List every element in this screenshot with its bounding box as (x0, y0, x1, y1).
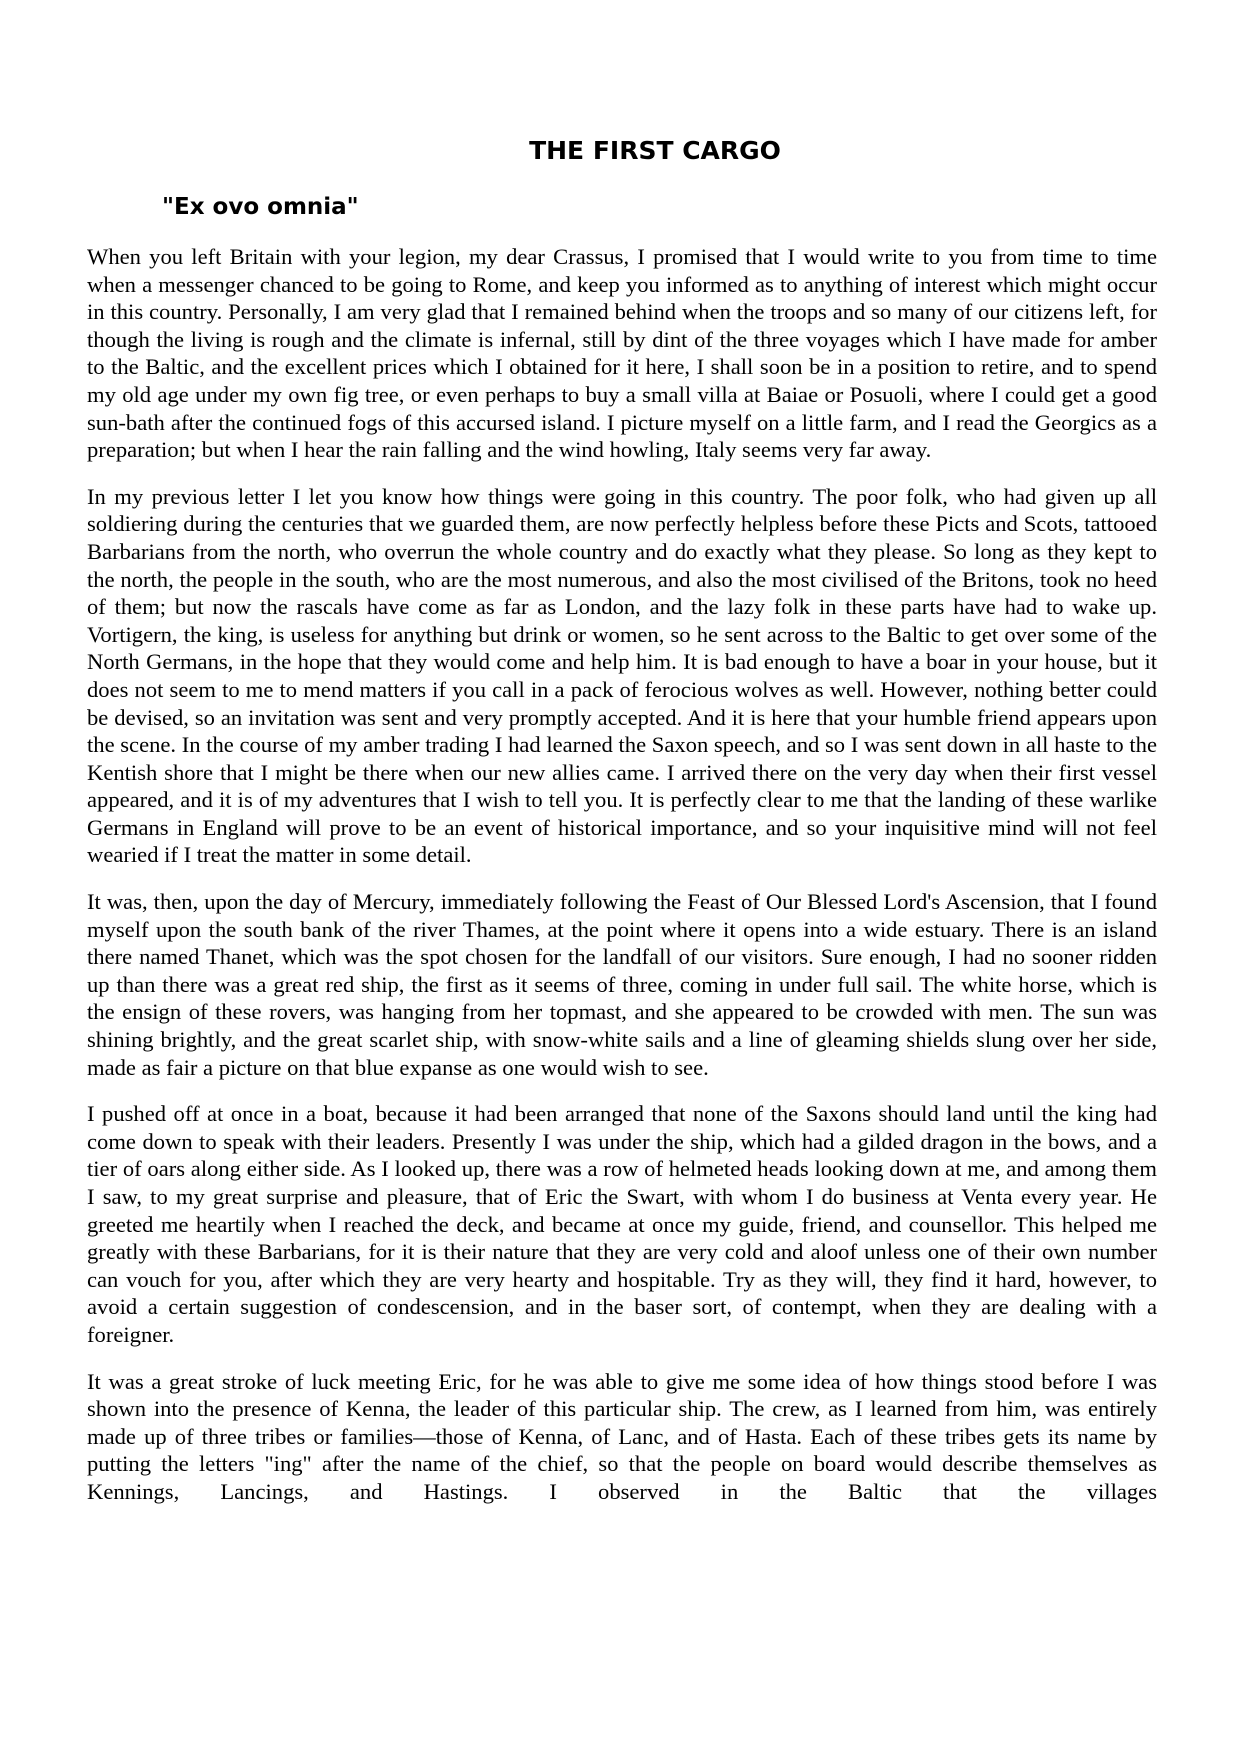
paragraph: It was a great stroke of luck meeting Eric, for he was able to give me some idea of how things stood before I was shown into the presence of Kenna, the leader of this particular ship. The crew, as I learned from him, was entirely made up of three tribes or families—those of Kenna, of Lanc, and of Hasta. Each of these tribes gets its name by putting the letters "ing" after the name of the chief, so that the people on board would describe themselves as Kennings, Lancings, and Hastings. I observed in the Baltic that the villages (87, 1368, 1157, 1504)
paragraph: In my previous letter I let you know how things were going in this country. The poor folk, who had given up all soldiering during the centuries that we guarded them, are now perfectly helpless before these Picts and Scots, tattooed Barbarians from the north, who overrun the whole country and do exactly what they please. So long as they kept to the north, the people in the south, who are the most numerous, and also the most civilised of the Britons, took no heed of them; but now the rascals have come as far as London, and the lazy folk in these parts have had to wake up. Vortigern, the king, is useless for anything but drink or women, so he sent across to the Baltic to get over some of the North Germans, in the hope that they would come and help him. It is bad enough to have a boar in your house, but it does not seem to me to mend matters if you call in a pack of ferocious wolves as well. However, nothing better could be devised, so an invitation was sent and very promptly accepted. And it is here that your humble friend appears upon the scene. In the course of my amber trading I had learned the Saxon speech, and so I was sent down in all haste to the Kentish shore that I might be there when our new allies came. I arrived there on the very day when their first vessel appeared, and it is of my adventures that I wish to tell you. It is perfectly clear to me that the landing of these warlike Germans in England will prove to be an event of historical importance, and so your inquisitive mind will not feel wearied if I treat the matter in some detail. (87, 483, 1157, 868)
body-text (87, 243, 1157, 1525)
paragraph: I pushed off at once in a boat, because it had been arranged that none of the Saxons should land until the king had come down to speak with their leaders. Presently I was under the ship, which had a gilded dragon in the bows, and a tier of oars along either side. As I looked up, there was a row of helmeted heads looking down at me, and among them I saw, to my great surprise and pleasure, that of Eric the Swart, with whom I do business at Venta every year. He greeted me heartily when I reached the deck, and became at once my guide, friend, and counsellor. This helped me greatly with these Barbarians, for it is their nature that they are very cold and aloof unless one of their own number can vouch for you, after which they are very hearty and hospitable. Try as they will, they find it hard, however, to avoid a certain suggestion of condescension, and in the baser sort, of contempt, when they are dealing with a foreigner. (87, 1101, 1157, 1347)
paragraph: When you left Britain with your legion, my dear Crassus, I promised that I would write to you from time to time when a messenger chanced to be going to Rome, and keep you informed as to anything of interest which might occur in this country. Personally, I am very glad that I remained behind when the troops and so many of our citizens left, for though the living is rough and the climate is infernal, still by dint of the three voyages which I have made for amber to the Baltic, and the excellent prices which I obtained for it here, I shall soon be in a position to retire, and to spend my old age under my own fig tree, or even perhaps to buy a small villa at Baiae or Posuoli, where I could get a good sun-bath after the continued fogs of this accursed island. I picture myself on a little farm, and I read the Georgics as a preparation; but when I hear the rain falling and the wind howling, Italy seems very far away. (87, 244, 1157, 463)
paragraph: It was, then, upon the day of Mercury, immediately following the Feast of Our Blessed Lord's Ascension, that I found myself upon the south bank of the river Thames, at the point where it opens into a wide estuary. There is an island there named Thanet, which was the spot chosen for the landfall of our visitors. Sure enough, I had no sooner ridden up than there was a great red ship, the first as it seems of three, coming in under full sail. The white horse, which is the ensign of these rovers, was hanging from her topmast, and she appeared to be crowded with men. The sun was shining brightly, and the great scarlet ship, with snow-white sails and a line of gleaming shields slung over her side, made as fair a picture on that blue expanse as one would wish to see. (87, 889, 1157, 1080)
chapter-title: THE FIRST CARGO (529, 136, 781, 165)
chapter-epigraph: "Ex ovo omnia" (162, 194, 359, 220)
